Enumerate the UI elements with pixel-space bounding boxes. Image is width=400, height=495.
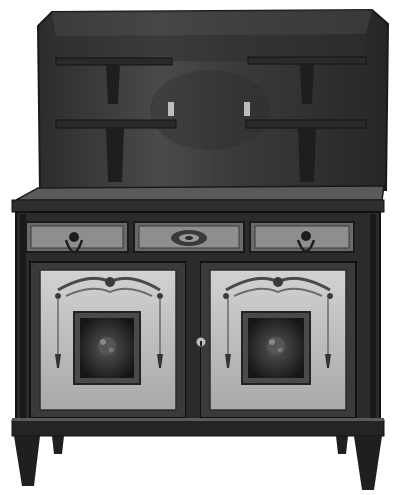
center-rosette-inlay xyxy=(171,230,207,246)
drawer-left xyxy=(26,222,128,252)
back-panel xyxy=(38,10,388,192)
right-door-medallion xyxy=(242,312,310,384)
counter-top xyxy=(12,186,384,212)
left-door xyxy=(30,262,186,418)
drawer-center xyxy=(134,222,244,252)
drawer-right xyxy=(250,222,354,252)
left-door-medallion xyxy=(74,312,140,384)
shelf-bracket-left xyxy=(168,102,174,116)
right-door xyxy=(200,262,356,418)
cabinet-plinth xyxy=(12,418,384,436)
shelf-bracket-right xyxy=(244,102,250,116)
